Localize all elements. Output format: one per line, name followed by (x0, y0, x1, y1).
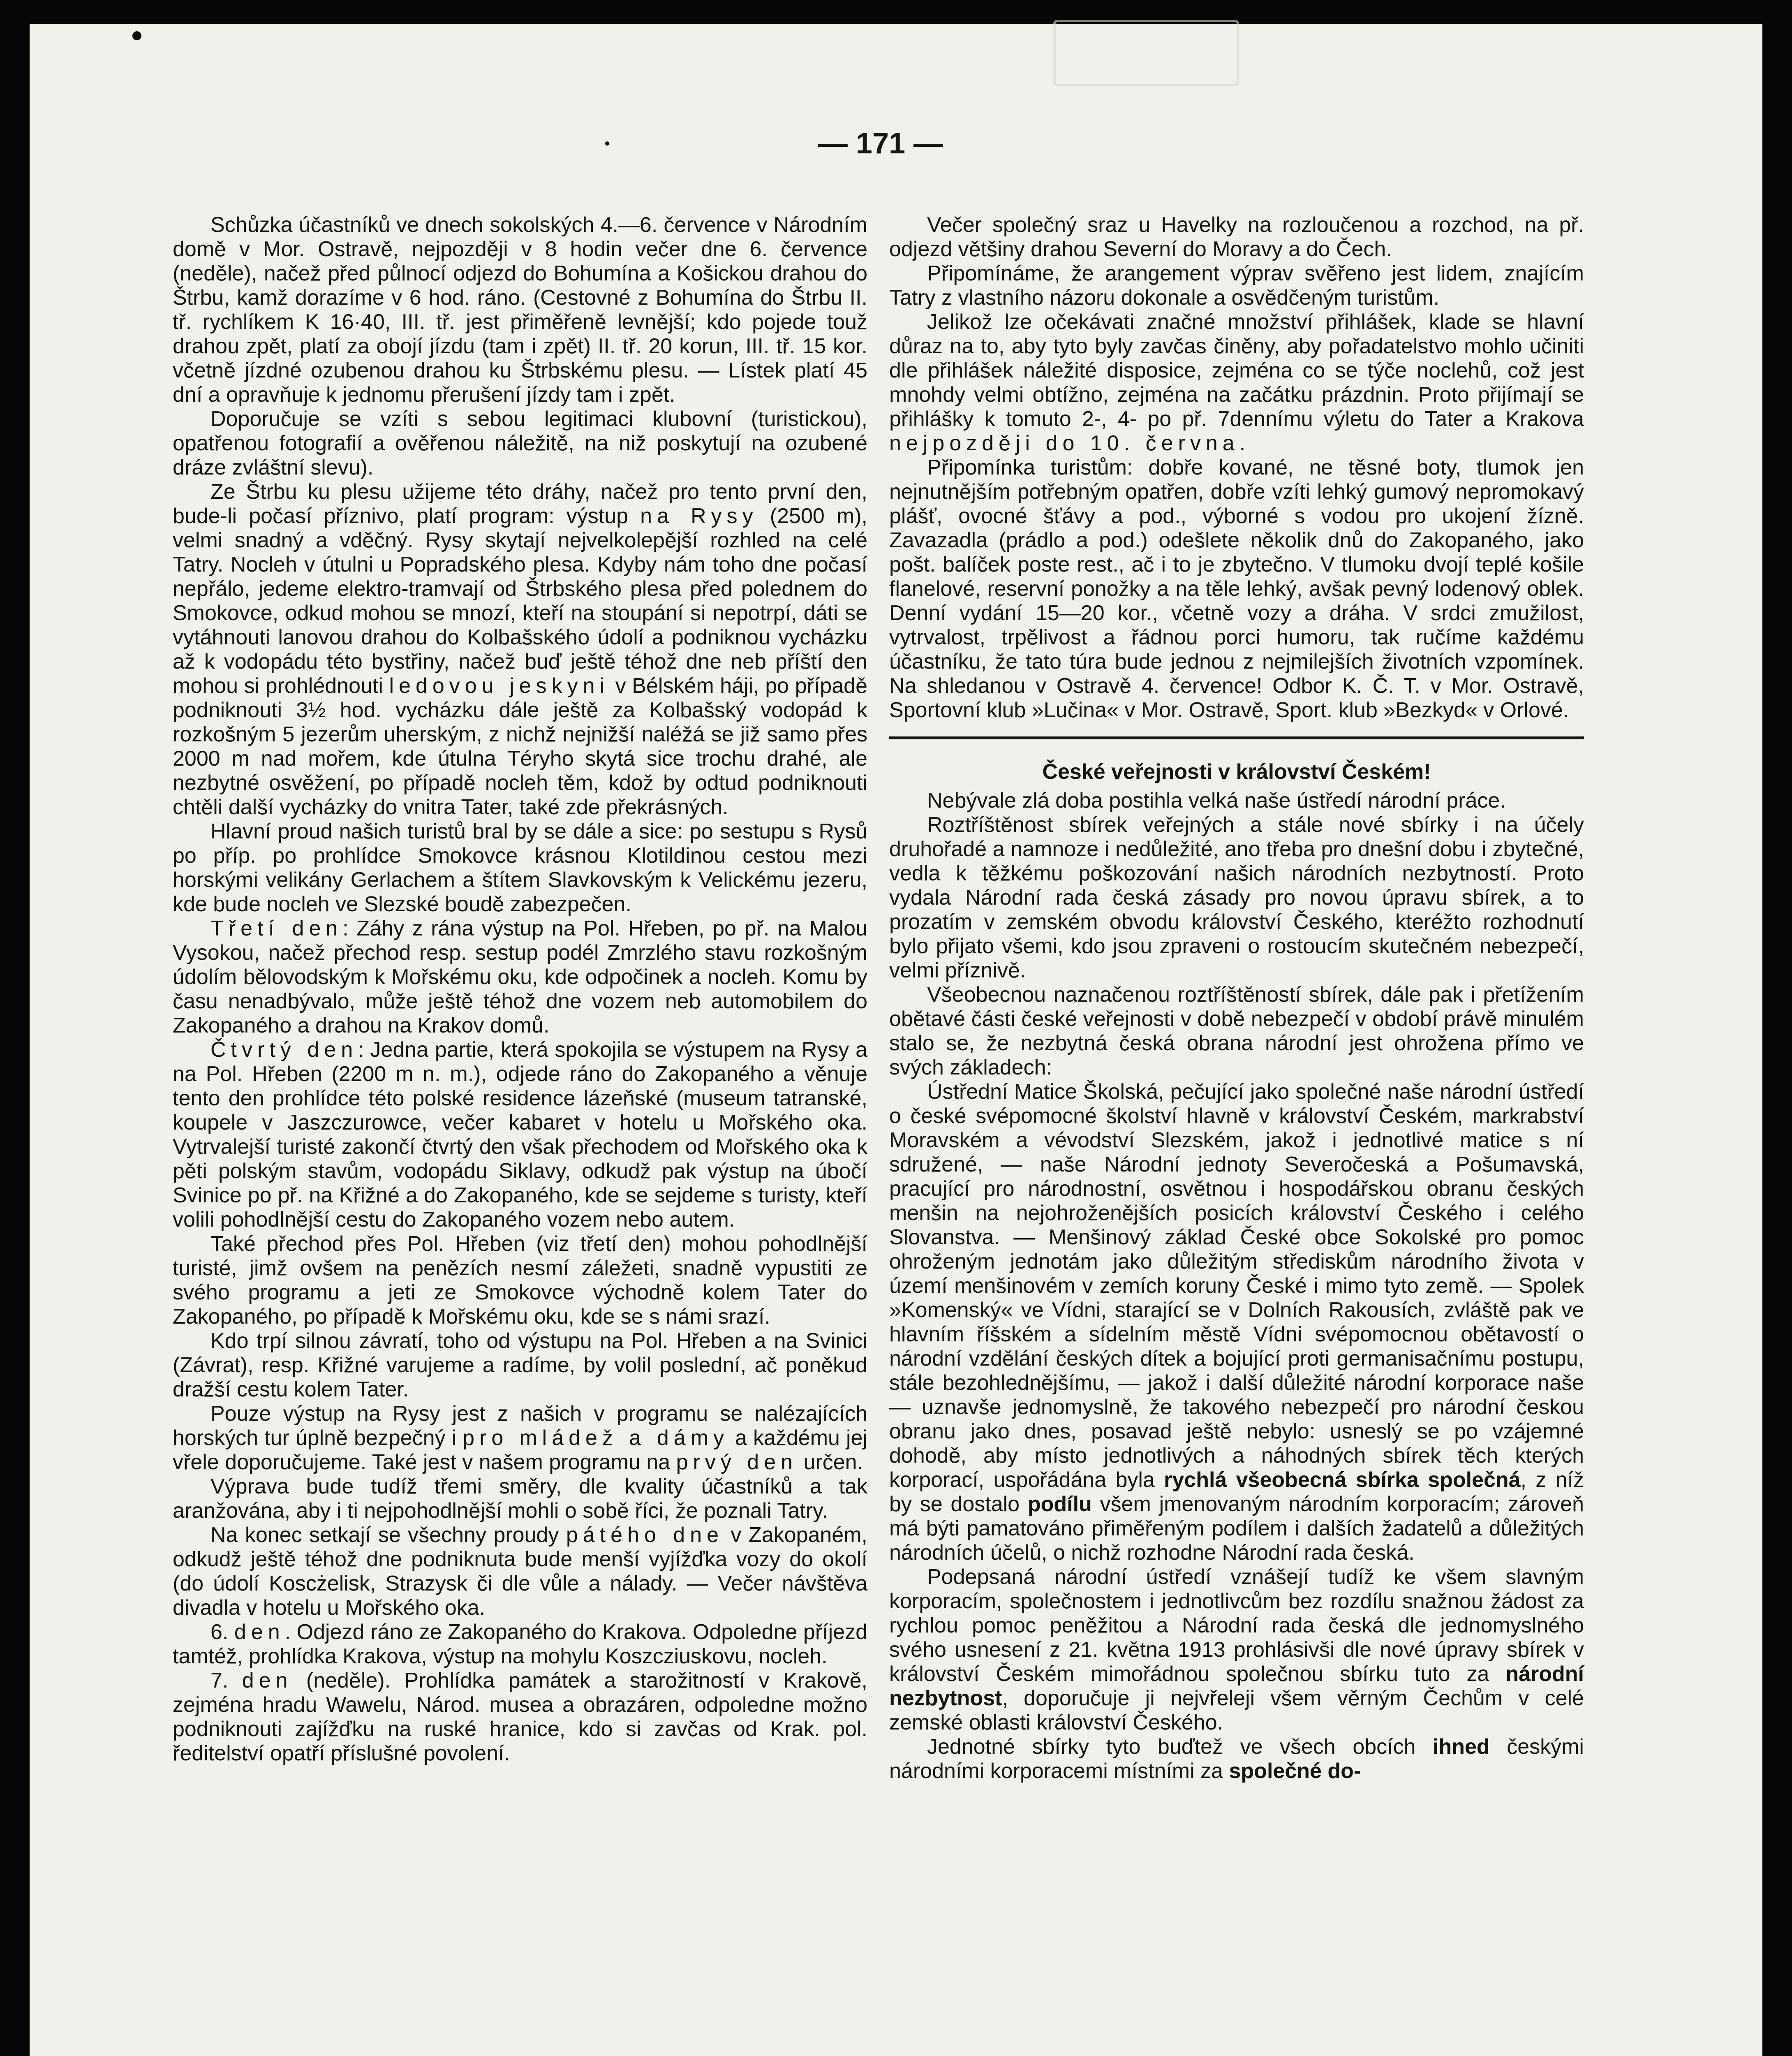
spaced-emphasis: pátého dne (566, 1523, 724, 1547)
bold-emphasis: ihned (1433, 1735, 1490, 1759)
paragraph: Všeobecnou naznačenou roztříštěností sbírek, dále pak i přetížením obětavé části české veřejnosti v době nebezpečí v období právě minulém stalo se, že nezbytná česká obrana národní jest ohrožena přímo ve svých základech: (889, 983, 1584, 1079)
spaced-emphasis: nejpozději do 10. června (889, 431, 1239, 455)
binding-hole-mark (132, 31, 141, 40)
paragraph: Roztříštěnost sbírek veřejných a stále nové sbírky i na účely druhořadé a namnoze i nedůležité, ano třeba pro dnešní dobu i zbytečné, vedla k těžkému poškozování našich národních nezbytností. Proto vydala Národní rada česká zásady pro novou úpravu sbírek, a to prozatím v zemském obvodu království Českého, kteréžto rozhodnutí bylo přijato všemi, kdo jsou zpraveni o rostoucím skutečném nebezpečí, velmi příznivě. (889, 813, 1584, 982)
library-stamp-mark (1053, 20, 1239, 86)
spaced-emphasis: Čtvrtý den (210, 1038, 358, 1062)
spaced-emphasis: den (242, 1669, 293, 1692)
paragraph: Ústřední Matice Školská, pečující jako společné naše národní ústředí o české svépomocné školství hlavně v království Českém, markrabství Moravském a vévodství Slezském, jakož i jednotlivé matice s ní sdružené, — naše Národní jednoty Severočeská a Pošumavská, pracující pro národnostní, osvětnou i hospodářskou obranu českých menšin na nejohroženějších posicích království Českého i celého Slovanstva. — Menšinový základ České obce Sokolské pro pomoc ohroženým jednotám jako důležitým střediskům národního života v území menšinovém v zemích koruny České i mimo tyto země. — Spolek »Komenský« ve Vídni, starající se v Dolních Rakousích, zvláště pak ve hlavním říšském a sídelním městě Vídni svépomocnou obětavostí o národní vzdělání českých dítek a bojující proti germanisačnímu postupu, stále bezohlednějšímu, — jakož i další důležité národní korporace naše — uznavše jednomyslně, že takového nebezpečí pro národní českou obranu jako dnes, posavad ještě nebylo: usneslý se po vzájemné dohodě, aby místo jednotlivých a náhodných sbírek těch kterých korporací, uspořádána byla rychlá všeobecná sbírka společná, z níž by se dostalo podílu všem jmenovaným národním korporacím; zároveň má býti pamatováno přiměřeným podílem i dalších žadatelů a důležitých národních účelů, o nichž rozhodne Národní rada česká. (889, 1080, 1584, 1565)
paragraph: 6. den. Odjezd ráno ze Zakopaného do Krakova. Odpoledne příjezd tamtéž, prohlídka Krakova, výstup na mohylu Koszcziuskovu, nocleh. (173, 1620, 867, 1668)
bold-emphasis: národní nezbytnost (889, 1662, 1584, 1710)
left-column (173, 213, 867, 1766)
paragraph: 7. den (neděle). Prohlídka památek a starožitností v Krakově, zejména hradu Wawelu, Národ. musea a obrazáren, odpoledne možno podniknouti zajížďku na ruské hranice, kdo si zavčas od Krak. pol. ředitelství opatří příslušné povolení. (173, 1669, 867, 1765)
paragraph: Čtvrtý den: Jedna partie, která spokojila se výstupem na Rysy a na Pol. Hřeben (2200 m n. m.), odjede ráno do Zakopaného a věnuje tento den prohlídce této polské residence lázeňské (museum tatranské, koupele v Jaszczurowce, večer kabaret v hotelu u Mořského oka. Vytrvalejší turisté zakončí čtvrtý den však přechodem od Mořského oka k pěti polským stavům, vodopádu Siklavy, odkudž pak výstup na úbočí Svinice po př. na Křižné a do Zakopaného, kde se sejdeme s turisty, kteří volili pohodlnější cestu do Zakopaného vozem nebo autem. (173, 1038, 867, 1232)
paragraph: Ze Štrbu ku plesu užijeme této dráhy, načež pro tento první den, bude-li počasí příznivo, platí program: výstup na Rysy (2500 m), velmi snadný a vděčný. Rysy skytají nejvelkolepější rozhled na celé Tatry. Nocleh v útulni u Popradského plesa. Kdyby nám toho dne počasí nepřálo, jedeme elektro-tramvají od Štrbského plesa před polednem do Smokovce, odkud mohou se mnozí, kteří na stoupání si nepotrpí, dáti se vytáhnouti lanovou drahou do Kolbašského údolí a podniknou vycházku až k vodopádu této bystřiny, načež buď ještě téhož dne neb příští den mohou si prohlédnouti ledovou jeskyni v Bélském háji, po případě podniknouti 3½ hod. vycházku dále ještě za Kolbašský vodopád k rozkošným 5 jezerům uherským, z nichž nejnižší naléžá se již samo přes 2000 m nad mořem, kde útulna Téryho skytá sice trochu drahé, ale nezbytné osvěžení, po případě nocleh těm, kdož by odtud podniknouti chtěli další vycházky do vnitra Tater, také zde překrásných. (173, 480, 867, 819)
paragraph: Výprava bude tudíž třemi směry, dle kvality účastníků a tak aranžována, aby i ti nejpohodlnější mohli o sobě říci, že poznali Tatry. (173, 1475, 867, 1523)
bold-emphasis: podílu (1027, 1492, 1092, 1516)
spaced-emphasis: den (234, 1620, 285, 1644)
bold-emphasis: společné do- (1229, 1759, 1361, 1783)
spaced-emphasis: pro mládež a dámy (462, 1426, 729, 1450)
paragraph: Doporučuje se vzíti s sebou legitimaci klubovní (turistickou), opatřenou fotografií a ověřenou náležitě, na niž poskytují na ozubené dráze zvláštní slevu). (173, 407, 867, 479)
spaced-emphasis: na Rysy (640, 504, 758, 528)
page-sheet (30, 24, 1762, 2056)
paragraph: Nebývale zlá doba postihla velká naše ústředí národní práce. (927, 789, 1506, 813)
paragraph: Kdo trpí silnou závratí, toho od výstupu na Pol. Hřeben a na Svinici (Závrat), resp. Křižné varujeme a radíme, by volil poslední, ač poněkud dražší cestu kolem Tater. (173, 1329, 867, 1401)
paragraph: Připomínáme, že arangement výprav svěřeno jest lidem, znajícím Tatry z vlastního názoru dokonale a osvědčeným turistům. (889, 262, 1584, 310)
paragraph: Jednotné sbírky tyto buďtež ve všech obcích ihned českými národními korporacemi místními za společné do- (889, 1735, 1584, 1783)
paragraph: Také přechod přes Pol. Hřeben (viz třetí den) mohou pohodlnější turisté, jimž ovšem na penězích nesmí záležeti, snadně vypustiti ze svého programu a jeti ze Smokovce východně kolem Tater do Zakopaného, po případě k Mořskému oku, kde se s námi srazí. (173, 1232, 867, 1329)
right-column (889, 213, 1584, 1783)
binding-hole-mark (605, 141, 609, 146)
paragraph: Večer společný sraz u Havelky na rozloučenou a rozchod, na př. odjezd většiny drahou Severní do Moravy a do Čech. (889, 213, 1584, 261)
bold-emphasis: rychlá všeobecná sbírka společná (1164, 1468, 1521, 1492)
paragraph: Na konec setkají se všechny proudy pátého dne v Zakopaném, odkudž ještě téhož dne podniknuta bude menší vyjížďka vozy do okolí (do údolí Koscżelisk, Strazysk či dle vůle a nálady. — Večer návštěva divadla v hotelu u Mořského oka. (173, 1523, 867, 1620)
paragraph: Pouze výstup na Rysy jest z našich v programu se nalézajících horských tur úplně bezpečný i pro mládež a dámy a každému jej vřele doporučujeme. Také jest v našem programu na prvý den určen. (173, 1402, 867, 1474)
paragraph: Podepsaná národní ústředí vznášejí tudíž ke všem slavným korporacím, společnostem i jednotlivcům bez rozdílu snažnou žádost za rychlou pomoc peněžitou a Národní rada česká dle jednomyslného svého usnesení z 21. května 1913 prohlásivši dle nové úpravy sbírek v království Českém mimořádnou společnou sbírku tuto za národní nezbytnost, doporučuje ji nejvřeleji všem věrným Čechům v celé zemské oblasti království Českého. (889, 1565, 1584, 1734)
spaced-emphasis: ledovou jeskyni (389, 674, 610, 698)
paragraph: Schůzka účastníků ve dnech sokolských 4.—6. července v Národním domě v Mor. Ostravě, nejpozději v 8 hodin večer dne 6. července (neděle), načež před půlnocí odjezd do Bohumína a Košickou drahou do Štrbu, kamž dorazíme v 6 hod. ráno. (Cestovné z Bohumína do Štrbu II. tř. rychlíkem K 16·40, III. tř. jest přiměřeně levnější; kdo pojede touž drahou zpět, platí za obojí jízdu (tam i zpět) II. tř. 20 korun, III. tř. 15 kor. včetně jízdné ozubenou drahou ku Štrbskému plesu. — Lístek platí 45 dní a opravňuje k jednomu přerušení jízdy tam i zpět. (173, 213, 867, 407)
section-divider (889, 736, 1584, 739)
paragraph: Jelikož lze očekávati značné množství přihlášek, klade se hlavní důraz na to, aby tyto byly zavčas činěny, aby pořadatelstvo mohlo učiniti dle přihlášek náležité disposice, zejména co se týče noclehů, což jest mnohdy velmi obtížno, zejména na začátku prázdnin. Proto přijímají se přihlášky k tomuto 2-, 4- po př. 7dennímu výletu do Tater a Krakova nejpozději do 10. června. (889, 310, 1584, 455)
paragraph: Hlavní proud našich turistů bral by se dále a sice: po sestupu s Rysů po příp. po prohlídce Smokovce krásnou Klotildinou cestou mezi horskými velikány Gerlachem a štítem Slavkovským k Velickému jezeru, kde bude nocleh ve Slezské boudě zabezpečen. (173, 820, 867, 916)
paragraph: Připomínka turistům: dobře kované, ne těsné boty, tlumok jen nejnutnějším potřebným opatřen, dobře vzíti lehký gumový nepromokavý plášť, ovocné šťávy a pod., výborné s vodou pro ukojení žízně. Zavazadla (prádlo a pod.) odešlete několik dnů do Zakopaného, jako pošt. balíček poste rest., ač i to je zbytečno. V tlumoku dvojí teplé košile flanelové, reservní ponožky a na těle lehký, avšak pevný lodenový oblek. Denní vydání 15—20 kor., včetně vozy a dráha. V srdci zmužilost, vytrvalost, trpělivost a řádnou porci humoru, tak ručíme každému účastníku, že tato túra bude jednou z nejmilejších životních vzpomínek. Na shledanou v Ostravě 4. července! Odbor K. Č. T. v Mor. Ostravě, Sportovní klub »Lučina« v Mor. Ostravě, Sport. klub »Bezkyd« v Orlové. (889, 456, 1584, 722)
spaced-emphasis: Třetí den (210, 917, 343, 940)
spaced-emphasis: prvý den (676, 1450, 798, 1474)
section-heading: České veřejnosti v království Českém! (1042, 760, 1431, 784)
paragraph: Třetí den: Záhy z rána výstup na Pol. Hřeben, po př. na Malou Vysokou, načež přechod resp. sestup podél Zmrzlého stavu rozkošným údolím bělovodským k Mořskému oku, kde odpočinek a nocleh. Komu by času nenadbývalo, může ještě téhož dne vozem neb automobilem do Zakopaného a drahou na Krakov domů. (173, 917, 867, 1037)
page-number: — 171 — (818, 127, 943, 160)
